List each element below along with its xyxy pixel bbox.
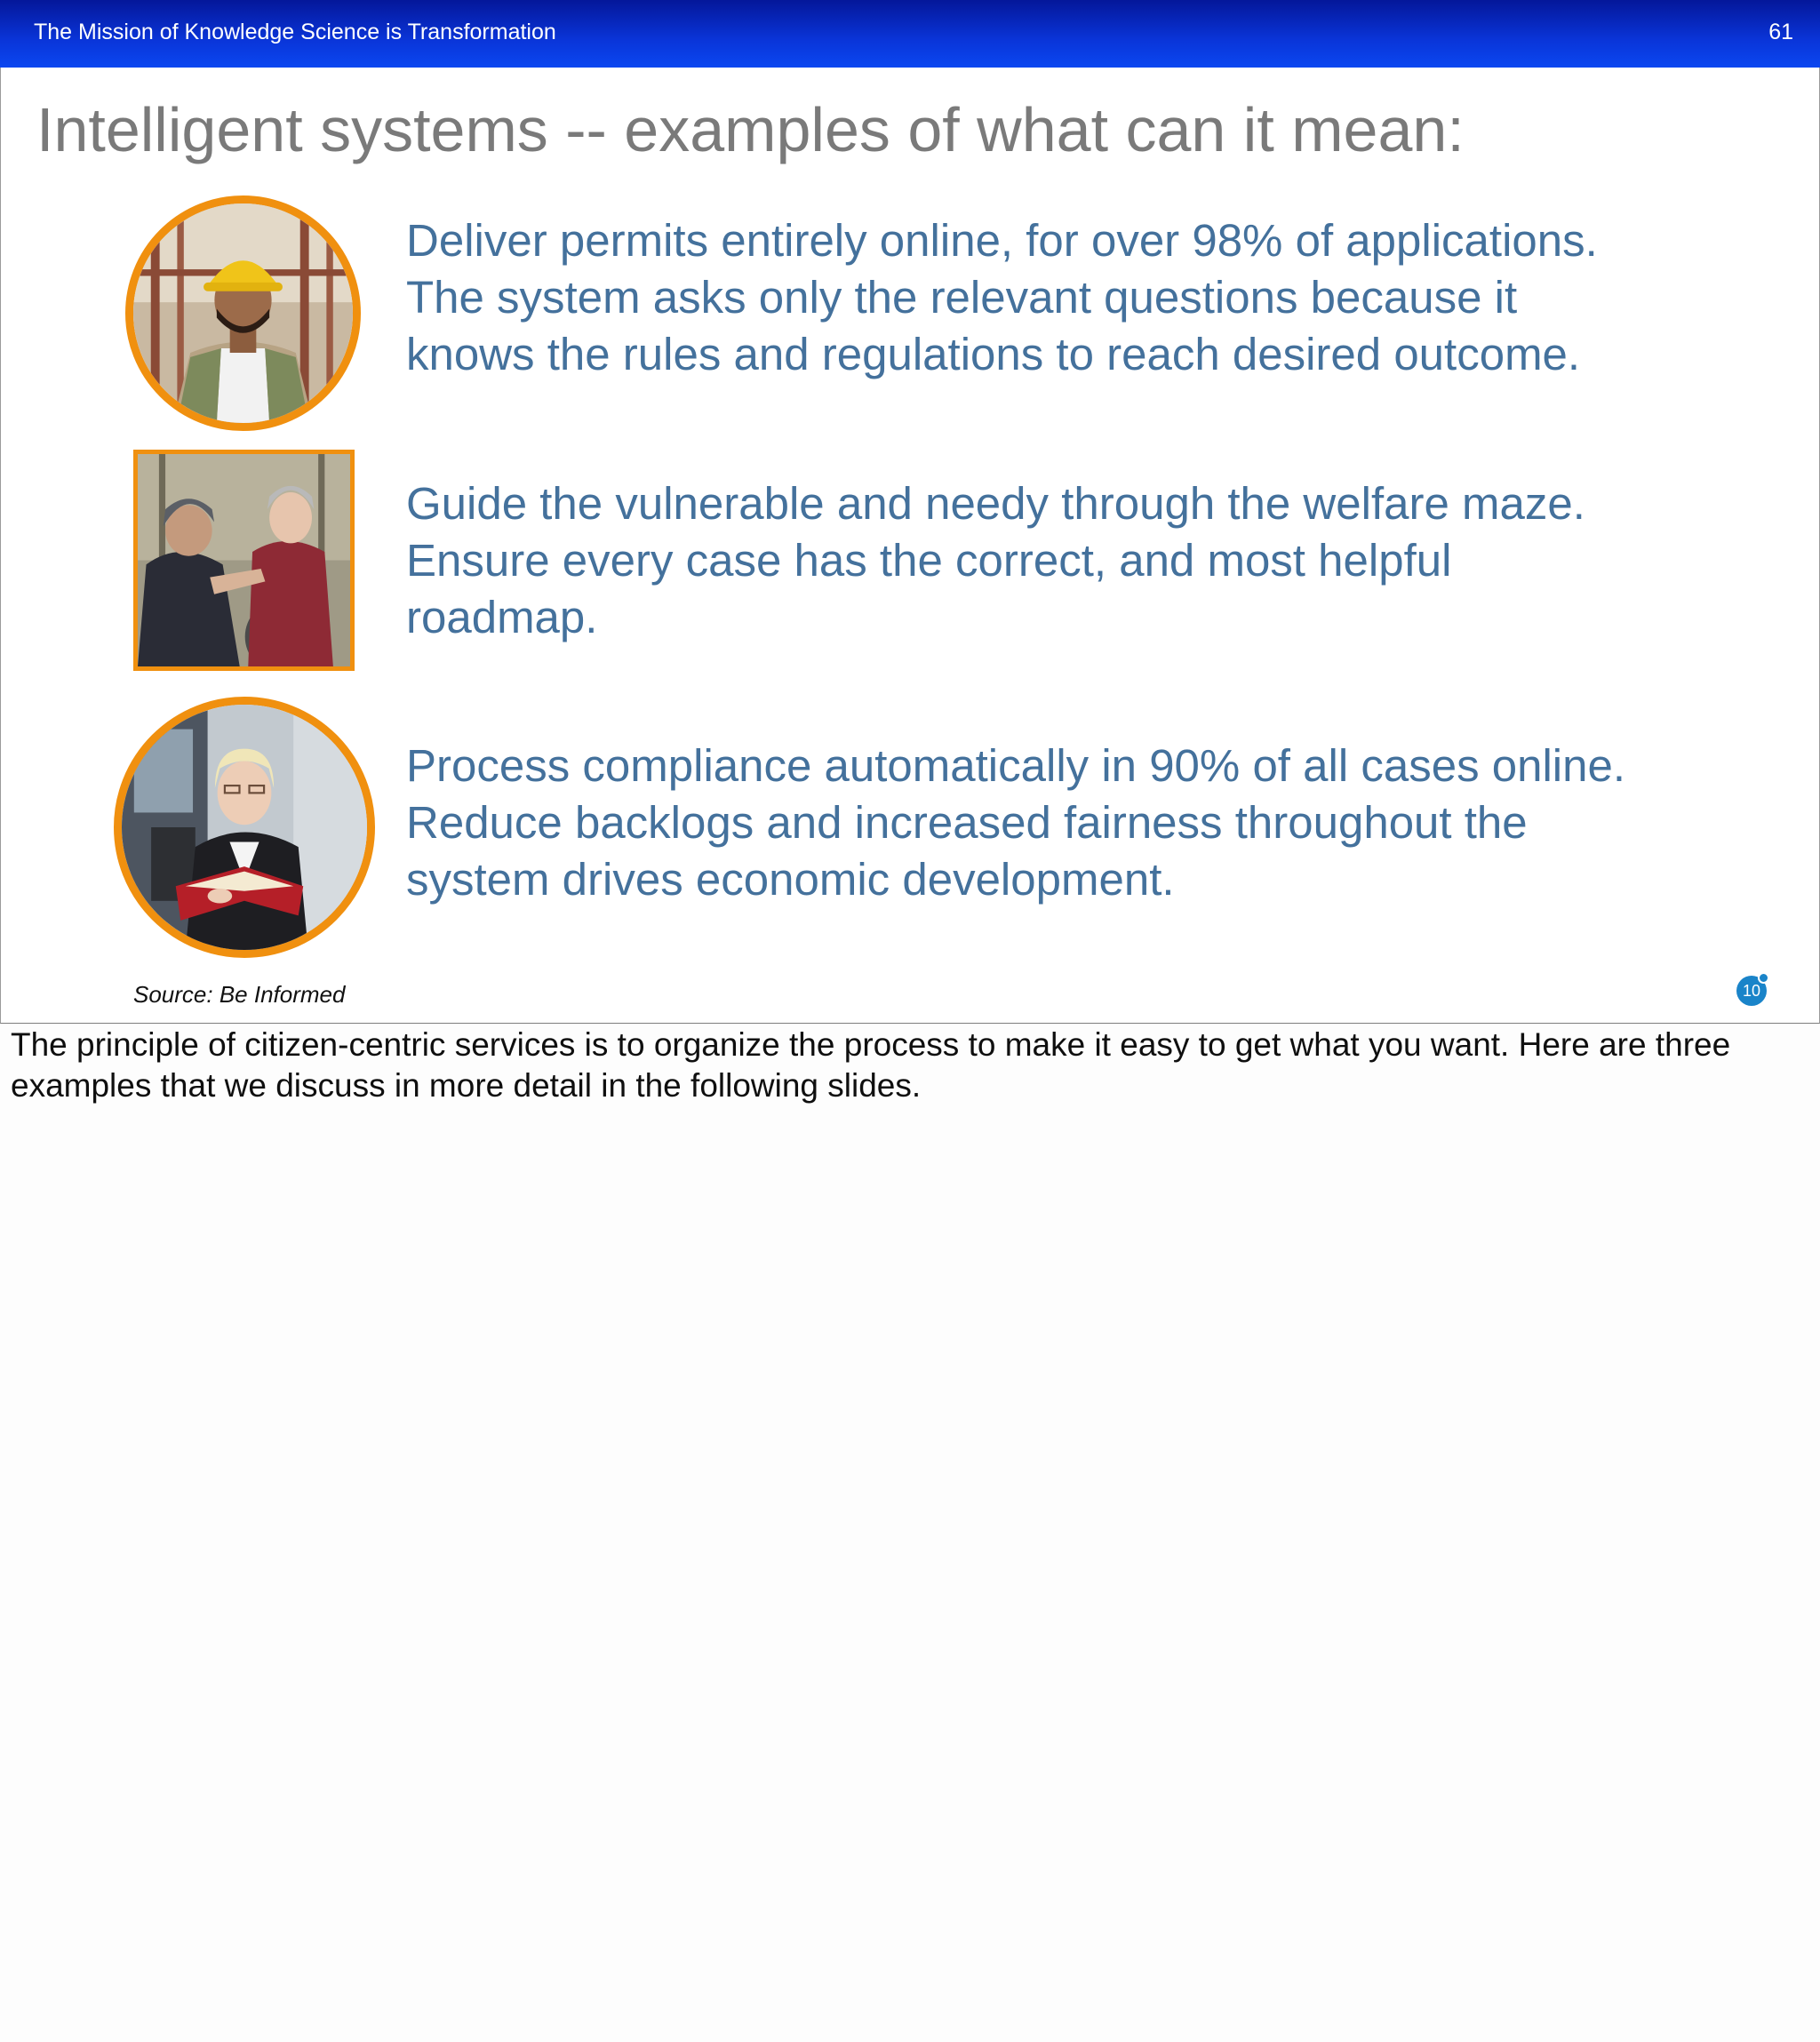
example-line: roadmap. — [406, 592, 598, 642]
page-number: 61 — [1768, 20, 1793, 44]
notification-badge[interactable]: 10 — [1736, 976, 1767, 1006]
judge-with-book-photo — [114, 697, 375, 958]
presentation-title: The Mission of Knowledge Science is Transformation — [34, 20, 556, 44]
example-line: Process compliance automatically in 90% of all cases online. — [406, 740, 1626, 791]
caregiver-elderly-photo — [133, 450, 355, 671]
example-line: Deliver permits entirely online, for over 98% of applications. — [406, 215, 1598, 266]
example-permits-text — [406, 212, 1792, 383]
badge-indicator-icon — [1758, 972, 1769, 984]
speaker-notes: The principle of citizen-centric services is to organize the process to make it easy to get what you want. Here are three examples that we discuss in more detail in the following slides. — [11, 1026, 1731, 1104]
example-welfare-text — [406, 475, 1792, 646]
source-citation: Source: Be Informed — [133, 981, 346, 1008]
example-line: Ensure every case has the correct, and most helpful — [406, 535, 1452, 586]
example-line: Reduce backlogs and increased fairness throughout the — [406, 797, 1528, 848]
slide-header-bar — [0, 0, 1820, 68]
example-line: The system asks only the relevant questions because it — [406, 272, 1518, 323]
example-compliance-text — [406, 738, 1792, 908]
slide-canvas — [0, 68, 1820, 1024]
example-line: system drives economic development. — [406, 854, 1175, 905]
example-line: Guide the vulnerable and needy through the welfare maze. — [406, 478, 1585, 529]
construction-worker-photo — [125, 195, 361, 431]
slide-title: Intelligent systems -- examples of what can it mean: — [36, 95, 1465, 164]
example-line: knows the rules and regulations to reach desired outcome. — [406, 329, 1581, 379]
